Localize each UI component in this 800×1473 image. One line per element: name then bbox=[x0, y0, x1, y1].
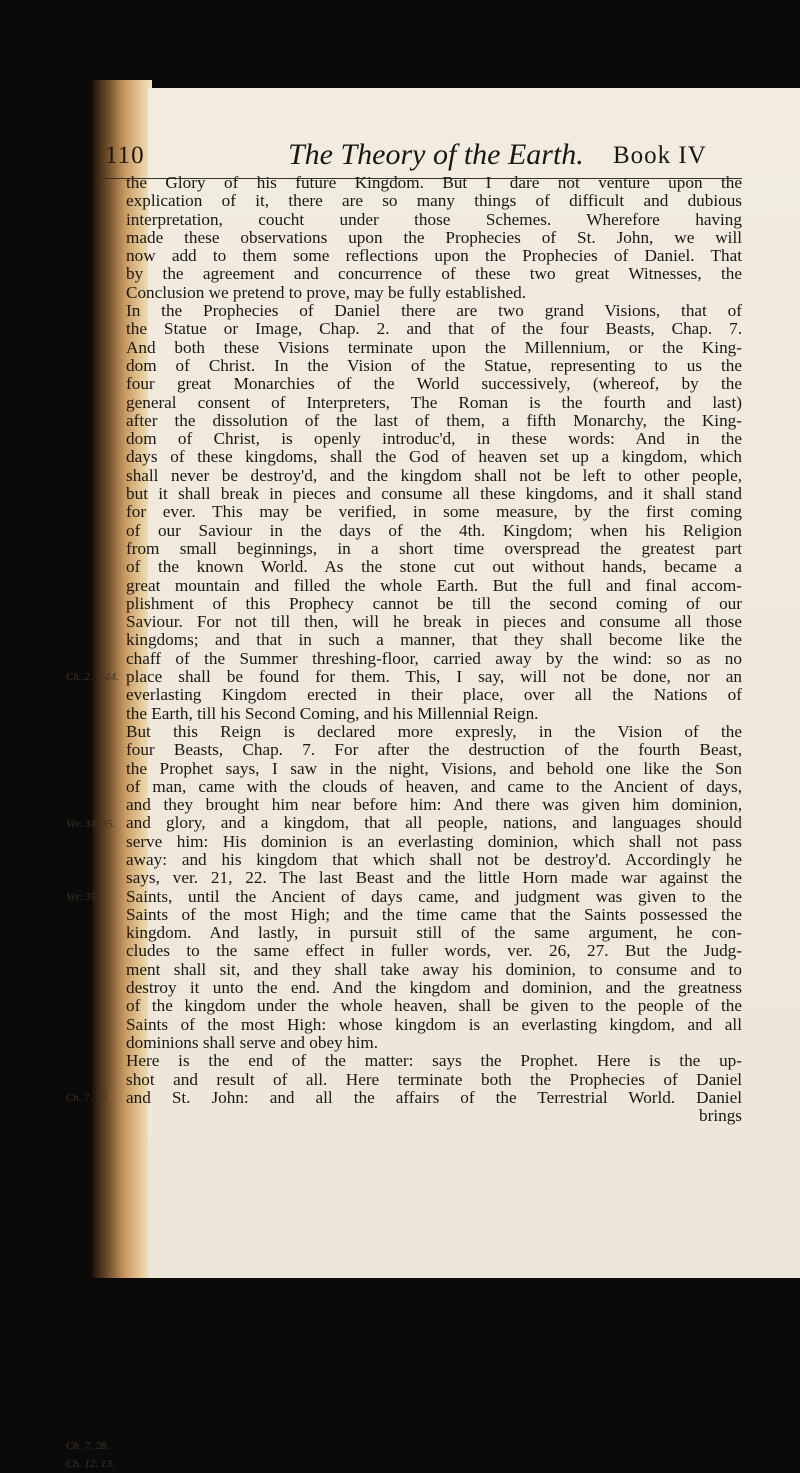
text-line: ment shall sit, and they shall take away his dominion, to consume and to bbox=[126, 960, 742, 979]
margin-note: Ch. 7. 28. bbox=[66, 1439, 110, 1452]
text-line: four Beasts, Chap. 7. For after the destruction of the fourth Beast, bbox=[126, 741, 742, 760]
text-line: days of these kingdoms, shall the God of heaven set up a kingdom, which bbox=[126, 448, 742, 467]
text-line: by the agreement and concurrence of these two great Witnesses, the bbox=[126, 265, 742, 284]
text-line: great mountain and filled the whole Earth. But the full and final accom- bbox=[126, 576, 742, 595]
text-line: and glory, and a kingdom, that all people, nations, and languages should bbox=[126, 814, 742, 833]
text-line: and they brought him near before him: And there was given him dominion, bbox=[126, 796, 742, 815]
text-line: brings bbox=[699, 1107, 742, 1126]
text-line: Here is the end of the matter: says the Prophet. Here is the up- bbox=[126, 1052, 742, 1071]
text-line: Saints of the most High: whose kingdom is an everlasting kingdom, and all bbox=[126, 1015, 742, 1034]
text-line: plishment of this Prophecy cannot be till the second coming of our bbox=[126, 594, 742, 613]
text-line: for ever. This may be verified, in some measure, by the first coming bbox=[126, 503, 742, 522]
margin-note: Ch. 12. 13. bbox=[66, 1458, 115, 1470]
text-line: kingdoms; and that in such a manner, that they shall become like the bbox=[126, 631, 742, 650]
text-line: away: and his kingdom that which shall not be destroy'd. Accordingly he bbox=[126, 850, 742, 869]
book-label: Book IV bbox=[613, 142, 707, 169]
text-line: four great Monarchies of the World successively, (whereof, by the bbox=[126, 375, 742, 394]
text-line: Saints of the most High; and the time came that the Saints possessed the bbox=[126, 905, 742, 924]
text-line: chaff of the Summer threshing-floor, carried away by the wind: so as no bbox=[126, 649, 742, 668]
text-line: shot and result of all. Here terminate both the Prophecies of Daniel bbox=[126, 1070, 742, 1089]
text-line: And both these Visions terminate upon the Millennium, or the King- bbox=[126, 338, 742, 357]
text-line: says, ver. 21, 22. The last Beast and the little Horn made war against the bbox=[126, 869, 742, 888]
text-line: Conclusion we pretend to prove, may be fully established. bbox=[126, 283, 526, 302]
text-line: dom of Christ. In the Vision of the Statue, representing to us the bbox=[126, 356, 742, 375]
text-line: place shall be found for them. This, I say, will not be done, nor an bbox=[126, 668, 742, 687]
text-line: In the Prophecies of Daniel there are two grand Visions, that of bbox=[126, 302, 742, 321]
running-title: The Theory of the Earth. bbox=[288, 138, 584, 171]
text-line: Saints, until the Ancient of days came, and judgment was given to the bbox=[126, 887, 742, 906]
margin-note: Ch. 7. 13. bbox=[66, 1092, 110, 1104]
text-line: after the dissolution of the last of them, a fifth Monarchy, the King- bbox=[126, 411, 742, 430]
margin-note: Ch. 2. v. 44. bbox=[66, 671, 119, 684]
text-line: dominions shall serve and obey him. bbox=[126, 1033, 379, 1052]
text-line: interpretation, coucht under those Schemes. Wherefore having bbox=[126, 210, 742, 229]
text-line: general consent of Interpreters, The Roman is the fourth and last) bbox=[126, 393, 742, 412]
page-number: 110 bbox=[105, 142, 145, 169]
text-line: but it shall break in pieces and consume all these kingdoms, and it shall stand bbox=[126, 485, 742, 504]
text-line: serve him: His dominion is an everlasting dominion, which shall not pass bbox=[126, 832, 742, 851]
text-line: of the known World. As the stone cut out without hands, became a bbox=[126, 558, 742, 577]
text-line: explication of it, there are so many things of difficult and dubious bbox=[126, 192, 742, 211]
text-line: cludes to the same effect in fuller words, ver. 26, 27. But the Judg- bbox=[126, 942, 742, 961]
text-line: dom of Christ, is openly introduc'd, in these words: And in the bbox=[126, 430, 742, 449]
text-line: the Prophet says, I saw in the night, Visions, and behold one like the Son bbox=[126, 759, 742, 778]
text-line: shall never be destroy'd, and the kingdom shall not be left to other people, bbox=[126, 466, 742, 485]
text-line: But this Reign is declared more expresly, in the Vision of the bbox=[126, 722, 742, 741]
text-line: of our Saviour in the days of the 4th. Kingdom; when his Religion bbox=[126, 521, 742, 540]
margin-note: Ver. 34, 35. bbox=[66, 817, 116, 830]
text-line: made these observations upon the Prophecies of St. John, we will bbox=[126, 228, 742, 247]
text-line: the Glory of his future Kingdom. But I dare not venture upon the bbox=[126, 174, 742, 192]
text-line: of man, came with the clouds of heaven, and came to the Ancient of days, bbox=[126, 777, 742, 796]
text-line: of the kingdom under the whole heaven, shall be given to the people of the bbox=[126, 997, 742, 1016]
text-line: and St. John: and all the affairs of the Terrestrial World. Daniel bbox=[126, 1088, 742, 1107]
book-page bbox=[66, 88, 800, 1470]
text-line: now add to them some reflections upon the Prophecies of Daniel. That bbox=[126, 247, 742, 266]
text-line: the Statue or Image, Chap. 2. and that of the four Beasts, Chap. 7. bbox=[126, 320, 742, 339]
text-line: the Earth, till his Second Coming, and his Millennial Reign. bbox=[126, 704, 539, 723]
text-line: Saviour. For not till then, will he break in pieces and consume all those bbox=[126, 613, 742, 632]
text-line: destroy it unto the end. And the kingdom and dominion, and the greatness bbox=[126, 979, 742, 998]
body-text bbox=[126, 174, 742, 1125]
margin-note: Ver. 35. bbox=[66, 890, 99, 903]
text-line: everlasting Kingdom erected in their place, over all the Nations of bbox=[126, 686, 742, 705]
text-line: kingdom. And lastly, in pursuit still of the same argument, he con- bbox=[126, 924, 742, 943]
text-line: from small beginnings, in a short time overspread the greatest part bbox=[126, 539, 742, 558]
